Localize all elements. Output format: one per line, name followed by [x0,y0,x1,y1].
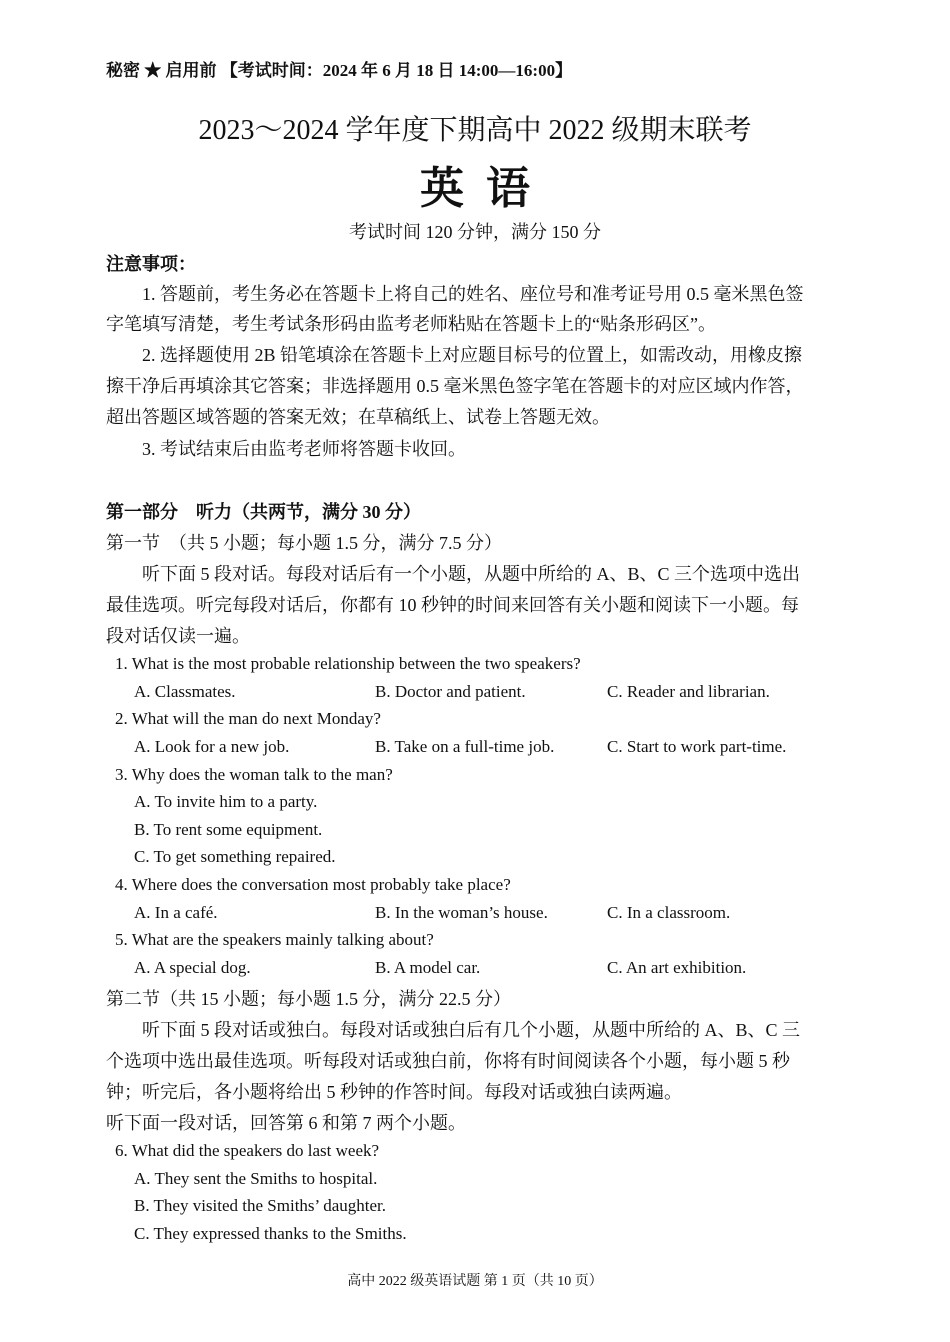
notes-heading: 注意事项： [106,254,196,274]
question-stem: 4. Where does the conversation most probably take place? [115,875,511,894]
question-stem: 5. What are the speakers mainly talking about? [115,930,434,949]
option-b: B. Doctor and patient. [375,682,526,701]
option-b: B. Take on a full-time job. [375,737,555,756]
option-a: A. Look for a new job. [134,737,290,756]
page-footer: 高中 2022 级英语试题 第 1 页（共 10 页） [347,1274,603,1289]
section2-instruction: 个选项中选出最佳选项。听每段对话或独白前，你将有时间阅读各个小题，每小题 5 秒 [106,1051,790,1071]
exam-duration: 考试时间 120 分钟，满分 150 分 [349,222,601,242]
note-line: 1. 答题前，考生务必在答题卡上将自己的姓名、座位号和准考证号用 0.5 毫米黑色签 [142,284,804,304]
section1-instruction: 段对话仅读一遍。 [106,626,250,646]
section1-heading: 第一节 （共 5 小题；每小题 1.5 分，满分 7.5 分） [106,533,502,553]
note-line: 3. 考试结束后由监考老师将答题卡收回。 [142,439,466,459]
question-stem: 1. What is the most probable relationship between the two speakers? [115,654,581,673]
confidential-header: 秘密 ★ 启用前 【考试时间：2024 年 6 月 18 日 14:00—16:00】 [106,61,573,80]
note-line: 擦干净后再填涂其它答案；非选择题用 0.5 毫米黑色签字笔在答题卡的对应区域内作答， [106,376,804,396]
note-line: 2. 选择题使用 2B 铅笔填涂在答题卡上对应题目标号的位置上，如需改动，用橡皮擦 [142,345,803,365]
option-c: C. They expressed thanks to the Smiths. [134,1224,407,1243]
question-stem: 2. What will the man do next Monday? [115,709,381,728]
subject-title: 英语 [420,164,552,213]
section2-lead: 听下面一段对话，回答第 6 和第 7 两个小题。 [106,1113,466,1133]
exam-title: 2023～2024 学年度下期高中 2022 级期末联考 [198,115,752,146]
section2-instruction: 听下面 5 段对话或独白。每段对话或独白后有几个小题，从题中所给的 A、B、C 三 [142,1020,801,1040]
option-b: B. They visited the Smiths’ daughter. [134,1196,386,1215]
option-c: C. In a classroom. [607,903,731,922]
option-c: C. Start to work part-time. [607,737,787,756]
question-stem: 3. Why does the woman talk to the man? [115,765,393,784]
option-b: B. To rent some equipment. [134,820,323,839]
section1-instruction: 最佳选项。听完每段对话后，你都有 10 秒钟的时间来回答有关小题和阅读下一小题。每 [106,595,799,615]
option-c: C. To get something repaired. [134,847,336,866]
option-a: A. To invite him to a party. [134,792,318,811]
option-c: C. Reader and librarian. [607,682,770,701]
option-a: A. They sent the Smiths to hospital. [134,1169,378,1188]
option-b: B. A model car. [375,958,481,977]
option-a: A. A special dog. [134,958,251,977]
option-c: C. An art exhibition. [607,958,747,977]
part1-heading: 第一部分 听力（共两节，满分 30 分） [106,502,421,522]
note-line: 字笔填写清楚，考生考试条形码由监考老师粘贴在答题卡上的“贴条形码区”。 [106,314,716,334]
section2-instruction: 钟；听完后，各小题将给出 5 秒钟的作答时间。每段对话或独白读两遍。 [106,1082,682,1102]
section2-heading: 第二节（共 15 小题；每小题 1.5 分，满分 22.5 分） [106,989,511,1009]
note-line: 超出答题区域答题的答案无效；在草稿纸上、试卷上答题无效。 [106,407,610,427]
option-a: A. Classmates. [134,682,236,701]
option-a: A. In a café. [134,903,218,922]
question-stem: 6. What did the speakers do last week? [115,1141,380,1160]
option-b: B. In the woman’s house. [375,903,548,922]
section1-instruction: 听下面 5 段对话。每段对话后有一个小题，从题中所给的 A、B、C 三个选项中选出 [142,564,801,584]
